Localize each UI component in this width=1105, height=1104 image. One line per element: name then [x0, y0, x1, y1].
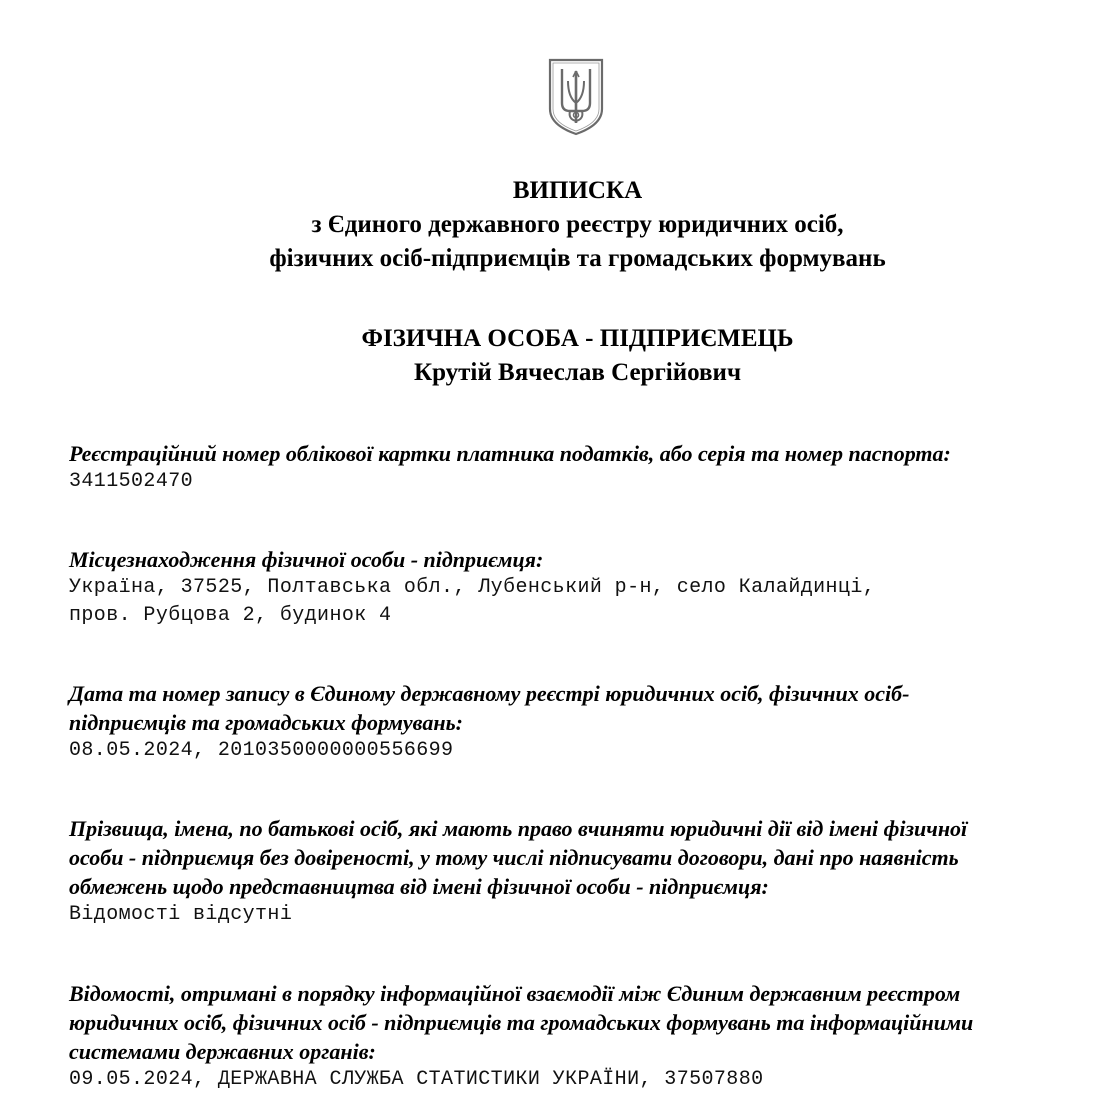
section-value: 09.05.2024, ДЕРЖАВНА СЛУЖБА СТАТИСТИКИ УКРАЇНИ, 37507880: [69, 1068, 764, 1091]
section-label: Прізвища, імена, по батькові осіб, які мають право вчиняти юридичні дії від імені фізичної особи - підприємця без довіреності, у тому числі підписувати договори, дані про наявність обмежень щодо представництва від імені фізичної особи - підприємця:: [69, 816, 968, 899]
person-header: [0, 322, 1105, 390]
person-name: Крутій Вячеслав Сергійович: [413, 359, 742, 386]
document-subtitle-line-2: фізичних осіб-підприємців та громадських формувань: [269, 245, 886, 272]
section-tax-number: [69, 439, 1059, 496]
section-state-systems-info: [69, 979, 1059, 1094]
document-title: ВИПИСКА: [512, 177, 643, 204]
section-registration-record: [69, 679, 1059, 765]
section-value: 08.05.2024, 2010350000000556699: [69, 739, 454, 762]
section-value: Відомості відсутні: [69, 903, 293, 926]
entity-type: ФІЗИЧНА ОСОБА - ПІДПРИЄМЕЦЬ: [361, 325, 794, 352]
section-value: 3411502470: [69, 470, 194, 493]
document-header: [0, 174, 1105, 276]
document-subtitle-line-1: з Єдиного державного реєстру юридичних осіб,: [311, 211, 844, 238]
section-label: Реєстраційний номер облікової картки платника податків, або серія та номер паспорта:: [69, 441, 951, 466]
section-value: Україна, 37525, Полтавська обл., Лубенський р-н, село Калайдинці, пров. Рубцова 2, будинок 4: [69, 576, 876, 627]
section-label: Відомості, отримані в порядку інформаційної взаємодії між Єдиним державним реєстром юридичних осіб, фізичних осіб - підприємців та громадських формувань та інформаційними системами державних органів:: [69, 981, 974, 1064]
section-label: Місцезнаходження фізичної особи - підприємця:: [69, 547, 544, 572]
section-authorized-persons: [69, 814, 1059, 929]
coat-of-arms-icon: [546, 57, 606, 137]
section-label: Дата та номер запису в Єдиному державному реєстрі юридичних осіб, фізичних осіб- підприємців та громадських формувань:: [69, 681, 910, 735]
section-location: [69, 545, 1059, 630]
